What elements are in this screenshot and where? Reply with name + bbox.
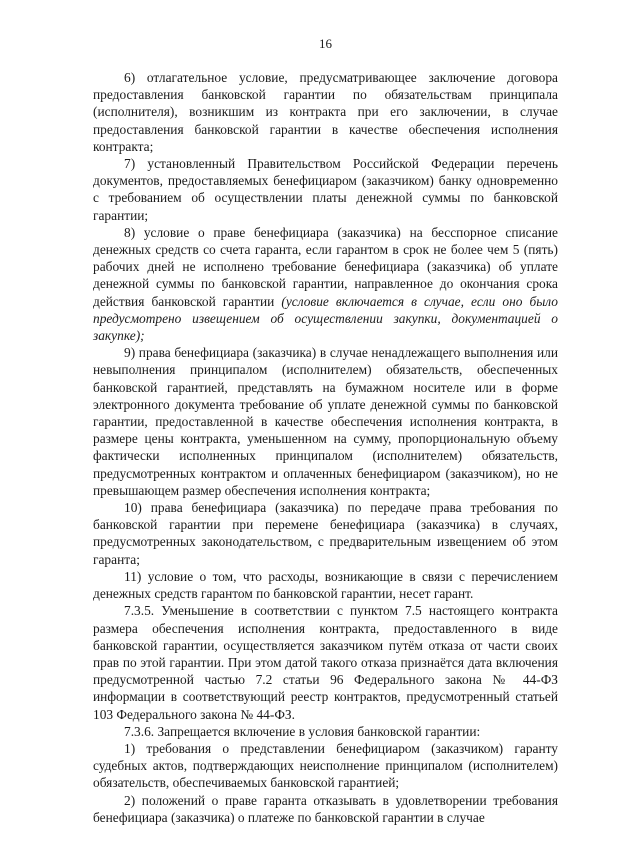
- paragraph-item-8: 8) условие о праве бенефициара (заказчика) на бесспорное списание денежных средств со счета гаранта, если гарантом в срок не более чем 5 (пять) рабочих дней не исполнено требование бенефициара (заказчика) об уплате денежной суммы по банковской гарантии, направленное до окончания срока действия банковской гарантии (условие включается в случае, если оно было предусмотрено извещением об осуществлении закупки, документацией о закупке);: [93, 224, 558, 344]
- paragraph-prohibition-1: 1) требования о представлении бенефициаром (заказчиком) гаранту судебных актов, подтверждающих неисполнение принципалом (исполнителем) обязательств, обеспечиваемых банковской гарантией;: [93, 740, 558, 791]
- page-number: 16: [319, 36, 332, 51]
- paragraph-item-6: 6) отлагательное условие, предусматривающее заключение договора предоставления банковской гарантии по обязательствам принципала (исполнителя), возникшим из контракта при его заключении, в случае предоставления банковской гарантии в качестве обеспечения исполнения контракта;: [93, 70, 558, 154]
- paragraph-7-3-5: 7.3.5. Уменьшение в соответствии с пунктом 7.5 настоящего контракта размера обеспечения исполнения контракта, предоставленного в виде банковской гарантии, осуществляется заказчиком путём отказа от части своих прав по этой гарантии. При этом датой такого отказа признаётся дата включения предусмотренной частью 7.2 статьи 96 Федерального закона № 44-ФЗ информации в соответствующий реестр контрактов, предусмотренный статьей 103 Федерального закона № 44-ФЗ.: [93, 603, 558, 722]
- italic-note: (условие включается в случае, если оно было предусмотрено извещением об осуществлении закупки, документацией о закупке);: [93, 293, 558, 344]
- paragraph-item-11: 11) условие о том, что расходы, возникающие в связи с перечислением денежных средств гарантом по банковской гарантии, несет гарант.: [93, 568, 558, 602]
- paragraph-prohibition-2: 2) положений о праве гаранта отказывать в удовлетворении требования бенефициара (заказчика) о платеже по банковской гарантии в случае: [93, 792, 558, 825]
- paragraph-item-9: 9) права бенефициара (заказчика) в случае ненадлежащего выполнения или невыполнения принципалом (исполнителем) обязательств, обеспеченных банковской гарантией, представлять на бумажном носителе или в форме электронного документа требование об уплате денежной суммы по банковской гарантии, предоставленной в качестве обеспечения исполнения контракта, в размере цены контракта, уменьшенном на сумму, пропорциональную объему фактически исполненных принципалом (исполнителем) обязательств, предусмотренных контрактом и оплаченных бенефициаром (заказчиком), но не превышающем размер обеспечения исполнения контракта;: [93, 345, 558, 498]
- paragraph-7-3-6: 7.3.6. Запрещается включение в условия банковской гарантии:: [124, 723, 481, 739]
- paragraph-item-7: 7) установленный Правительством Российской Федерации перечень документов, предоставляемых бенефициаром (заказчиком) банку одновременно с требованием об осуществлении платы денежной суммы по банковской гарантии;: [93, 156, 558, 223]
- paragraph-item-10: 10) права бенефициара (заказчика) по передаче права требования по банковской гарантии при перемене бенефициара (заказчика) в случаях, предусмотренных законодательством, с предварительным извещением об этом гаранта;: [93, 500, 558, 567]
